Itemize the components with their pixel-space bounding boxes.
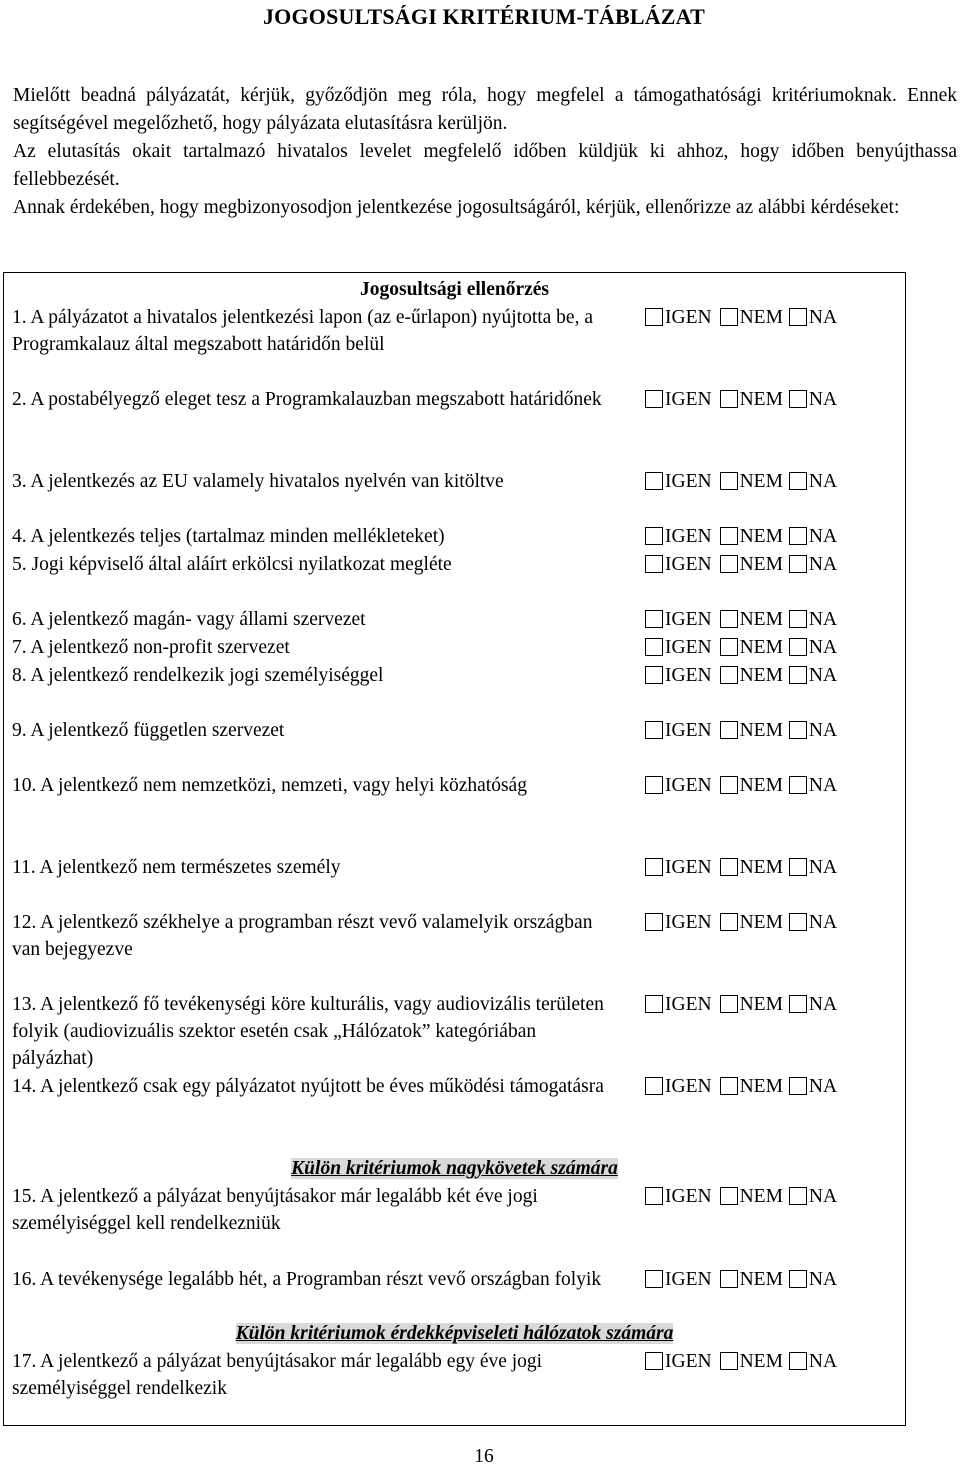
intro-paragraph: Az elutasítás okait tartalmazó hivatalos levelet megfelelő időben küldjük ki ahhoz, hogy időben benyújthassa fellebbezését. [13,141,957,190]
option-label: NA [808,471,838,492]
checkbox-nem[interactable] [720,666,738,684]
criterion-row [4,606,905,630]
criterion-text: 16. A tevékenysége legalább hét, a Programban részt vevő országban folyik [12,1269,602,1290]
option-na[interactable] [789,386,837,413]
option-label: IGEN [665,637,712,658]
checkbox-igen[interactable] [645,858,663,876]
checkbox-nem[interactable] [720,1187,738,1205]
option-label: NA [808,637,838,658]
option-igen[interactable] [645,468,712,495]
option-nem[interactable] [720,662,783,689]
checkbox-igen[interactable] [645,913,663,931]
option-na[interactable] [789,304,837,331]
option-igen[interactable] [645,854,712,881]
option-nem[interactable] [720,468,783,495]
option-label: NEM [739,1186,783,1207]
checkbox-nem[interactable] [720,1077,738,1095]
option-na[interactable] [789,772,837,799]
intro-paragraph: Mielőtt beadná pályázatát, kérjük, győződjön meg róla, hogy megfelel a támogathatósági kritériumoknak. Ennek segítségével megelőzhető, hogy pályázata elutasításra kerüljön. [13,85,957,134]
criterion-text: 1. A pályázatot a hivatalos jelentkezési lapon (az e-űrlapon) nyújtotta be, a Programkalauz által megszabott határidőn belül [12,307,593,355]
option-na[interactable] [789,551,837,578]
criterion-row [4,523,905,547]
option-label: IGEN [665,1269,712,1290]
checkbox-na[interactable] [789,666,807,684]
answer-options [645,634,837,661]
checkbox-igen[interactable] [645,638,663,656]
option-na[interactable] [789,991,837,1018]
option-igen[interactable] [645,1348,712,1375]
checkbox-nem[interactable] [720,390,738,408]
criterion-row [4,386,905,410]
option-na[interactable] [789,634,837,661]
option-label: IGEN [665,1076,712,1097]
option-na[interactable] [789,1348,837,1375]
option-igen[interactable] [645,1266,712,1293]
option-nem[interactable] [720,551,783,578]
checkbox-na[interactable] [789,472,807,490]
checkbox-igen[interactable] [645,308,663,326]
option-nem[interactable] [720,386,783,413]
option-label: NA [808,1351,838,1372]
option-label: IGEN [665,1186,712,1207]
checkbox-na[interactable] [789,610,807,628]
option-label: NA [808,554,838,575]
checkbox-nem[interactable] [720,1270,738,1288]
answer-options [645,854,837,881]
option-igen[interactable] [645,634,712,661]
answer-options [645,386,837,413]
option-label: NEM [739,1076,783,1097]
intro-text [13,82,957,222]
checkbox-na[interactable] [789,638,807,656]
criterion-text: 13. A jelentkező fő tevékenységi köre kulturális, vagy audiovizális területen folyik (audiovizuális szektor esetén csak „Hálózatok” kategóriában pályázhat) [12,994,604,1069]
option-nem[interactable] [720,523,783,550]
checkbox-igen[interactable] [645,995,663,1013]
option-na[interactable] [789,854,837,881]
checkbox-na[interactable] [789,1352,807,1370]
option-label: NEM [739,526,783,547]
option-na[interactable] [789,1073,837,1100]
checkbox-igen[interactable] [645,1352,663,1370]
criterion-row [4,854,905,878]
option-nem[interactable] [720,1348,783,1375]
option-na[interactable] [789,1183,837,1210]
checkbox-nem[interactable] [720,1352,738,1370]
intro-paragraph: Annak érdekében, hogy megbizonyosodjon jelentkezése jogosultságáról, kérjük, ellenőrizze az alábbi kérdéseket: [13,197,900,218]
criterion-text: 17. A jelentkező a pályázat benyújtásakor már legalább egy éve jogi személyiséggel rendelkezik [12,1351,543,1399]
criterion-text: 11. A jelentkező nem természetes személy [12,857,341,878]
criterion-text: 4. A jelentkezés teljes (tartalmaz minden mellékleteket) [12,526,445,547]
option-nem[interactable] [720,772,783,799]
checkbox-igen[interactable] [645,472,663,490]
criterion-text: 6. A jelentkező magán- vagy állami szervezet [12,609,366,630]
criterion-row [4,991,905,1069]
option-label: NA [808,1186,838,1207]
option-label: NA [808,389,838,410]
criterion-row [4,1266,905,1290]
option-label: NEM [739,775,783,796]
option-igen[interactable] [645,1073,712,1100]
option-igen[interactable] [645,772,712,799]
checkbox-igen[interactable] [645,666,663,684]
checkbox-igen[interactable] [645,1187,663,1205]
option-label: NEM [739,1351,783,1372]
answer-options [645,551,837,578]
checkbox-na[interactable] [789,721,807,739]
option-nem[interactable] [720,1183,783,1210]
checkbox-nem[interactable] [720,610,738,628]
criterion-row [4,1183,905,1234]
checkbox-na[interactable] [789,1077,807,1095]
option-nem[interactable] [720,909,783,936]
answer-options [645,717,837,744]
option-label: NA [808,526,838,547]
option-label: IGEN [665,994,712,1015]
criterion-row [4,772,905,796]
criterion-text: 14. A jelentkező csak egy pályázatot nyújtott be éves működési támogatásra [12,1076,604,1097]
criterion-row [4,1348,905,1399]
option-label: NEM [739,471,783,492]
checkbox-nem[interactable] [720,776,738,794]
checkbox-nem[interactable] [720,472,738,490]
checkbox-na[interactable] [789,858,807,876]
option-igen[interactable] [645,717,712,744]
criterion-text: 9. A jelentkező független szervezet [12,720,285,741]
answer-options [645,991,837,1018]
option-nem[interactable] [720,854,783,881]
checkbox-na[interactable] [789,555,807,573]
option-label: IGEN [665,720,712,741]
option-nem[interactable] [720,304,783,331]
criterion-text: 15. A jelentkező a pályázat benyújtásakor már legalább két éve jogi személyiséggel kell rendelkezniük [12,1186,538,1234]
option-label: NEM [739,609,783,630]
checkbox-nem[interactable] [720,858,738,876]
answer-options [645,662,837,689]
criterion-text: 2. A postabélyegző eleget tesz a Programkalauzban megszabott határidőnek [12,389,602,410]
option-label: IGEN [665,857,712,878]
answer-options [645,523,837,550]
option-nem[interactable] [720,717,783,744]
checkbox-igen[interactable] [645,1270,663,1288]
checkbox-na[interactable] [789,776,807,794]
option-label: IGEN [665,775,712,796]
answer-options [645,1348,837,1375]
checkbox-nem[interactable] [720,555,738,573]
option-label: IGEN [665,471,712,492]
option-nem[interactable] [720,606,783,633]
option-label: NEM [739,994,783,1015]
answer-options [645,909,837,936]
checkbox-igen[interactable] [645,776,663,794]
option-label: NA [808,1269,838,1290]
option-na[interactable] [789,717,837,744]
option-label: NA [808,720,838,741]
checkbox-na[interactable] [789,390,807,408]
checkbox-nem[interactable] [720,527,738,545]
option-label: NEM [739,1269,783,1290]
answer-options [645,1073,837,1100]
option-label: IGEN [665,307,712,328]
checkbox-nem[interactable] [720,913,738,931]
option-label: NA [808,775,838,796]
criterion-row [4,304,905,355]
checkbox-na[interactable] [789,913,807,931]
criterion-row [4,1073,905,1097]
option-label: NEM [739,637,783,658]
option-label: NA [808,665,838,686]
checkbox-nem[interactable] [720,638,738,656]
criterion-text: 3. A jelentkezés az EU valamely hivatalos nyelvén van kitöltve [12,471,504,492]
option-label: NEM [739,307,783,328]
option-igen[interactable] [645,551,712,578]
option-label: NEM [739,857,783,878]
answer-options [645,304,837,331]
option-label: NEM [739,720,783,741]
option-nem[interactable] [720,1073,783,1100]
option-igen[interactable] [645,1183,712,1210]
criterion-row [4,468,905,492]
option-na[interactable] [789,909,837,936]
option-nem[interactable] [720,1266,783,1293]
checkbox-nem[interactable] [720,721,738,739]
option-igen[interactable] [645,304,712,331]
option-label: NEM [739,554,783,575]
checkbox-igen[interactable] [645,390,663,408]
option-na[interactable] [789,662,837,689]
option-na[interactable] [789,1266,837,1293]
option-label: IGEN [665,526,712,547]
checkbox-igen[interactable] [645,527,663,545]
eligibility-table [3,272,906,1426]
option-label: IGEN [665,665,712,686]
option-igen[interactable] [645,662,712,689]
option-label: IGEN [665,1351,712,1372]
checkbox-igen[interactable] [645,555,663,573]
criterion-text: 8. A jelentkező rendelkezik jogi személyiséggel [12,665,384,686]
answer-options [645,468,837,495]
criterion-row [4,909,905,960]
option-label: IGEN [665,389,712,410]
option-label: IGEN [665,912,712,933]
section-heading-networks: Külön kritériumok érdekképviseleti hálózatok számára [235,1323,674,1344]
answer-options [645,1183,837,1210]
option-nem[interactable] [720,634,783,661]
criterion-text: 12. A jelentkező székhelye a programban részt vevő valamelyik országban van bejegyezve [12,912,593,960]
answer-options [645,1266,837,1293]
criterion-row [4,717,905,741]
table-heading: Jogosultsági ellenőrzés [359,279,550,300]
criterion-text: 10. A jelentkező nem nemzetközi, nemzeti, vagy helyi közhatóság [12,775,527,796]
checkbox-na[interactable] [789,995,807,1013]
checkbox-igen[interactable] [645,610,663,628]
option-label: NEM [739,389,783,410]
checkbox-na[interactable] [789,1187,807,1205]
checkbox-nem[interactable] [720,308,738,326]
checkbox-na[interactable] [789,1270,807,1288]
criterion-row [4,662,905,686]
option-label: IGEN [665,554,712,575]
option-na[interactable] [789,468,837,495]
answer-options [645,606,837,633]
checkbox-igen[interactable] [645,721,663,739]
answer-options [645,772,837,799]
criterion-row [4,634,905,658]
document-title: JOGOSULTSÁGI KRITÉRIUM-TÁBLÁZAT [262,4,706,29]
criterion-text: 7. A jelentkező non-profit szervezet [12,637,290,658]
option-label: NA [808,994,838,1015]
option-label: NA [808,609,838,630]
option-label: NEM [739,912,783,933]
option-igen[interactable] [645,523,712,550]
option-igen[interactable] [645,386,712,413]
option-label: NA [808,912,838,933]
option-igen[interactable] [645,991,712,1018]
option-label: NA [808,1076,838,1097]
checkbox-nem[interactable] [720,995,738,1013]
checkbox-na[interactable] [789,308,807,326]
section-heading-ambassadors: Külön kritériumok nagykövetek számára [291,1158,618,1179]
criterion-text: 5. Jogi képviselő által aláírt erkölcsi nyilatkozat megléte [12,554,452,575]
option-label: NEM [739,665,783,686]
option-igen[interactable] [645,606,712,633]
criterion-row [4,551,905,575]
checkbox-igen[interactable] [645,1077,663,1095]
option-na[interactable] [789,523,837,550]
checkbox-na[interactable] [789,527,807,545]
option-label: NA [808,857,838,878]
page-number: 16 [474,1446,494,1467]
option-na[interactable] [789,606,837,633]
option-label: NA [808,307,838,328]
option-igen[interactable] [645,909,712,936]
option-label: IGEN [665,609,712,630]
option-nem[interactable] [720,991,783,1018]
